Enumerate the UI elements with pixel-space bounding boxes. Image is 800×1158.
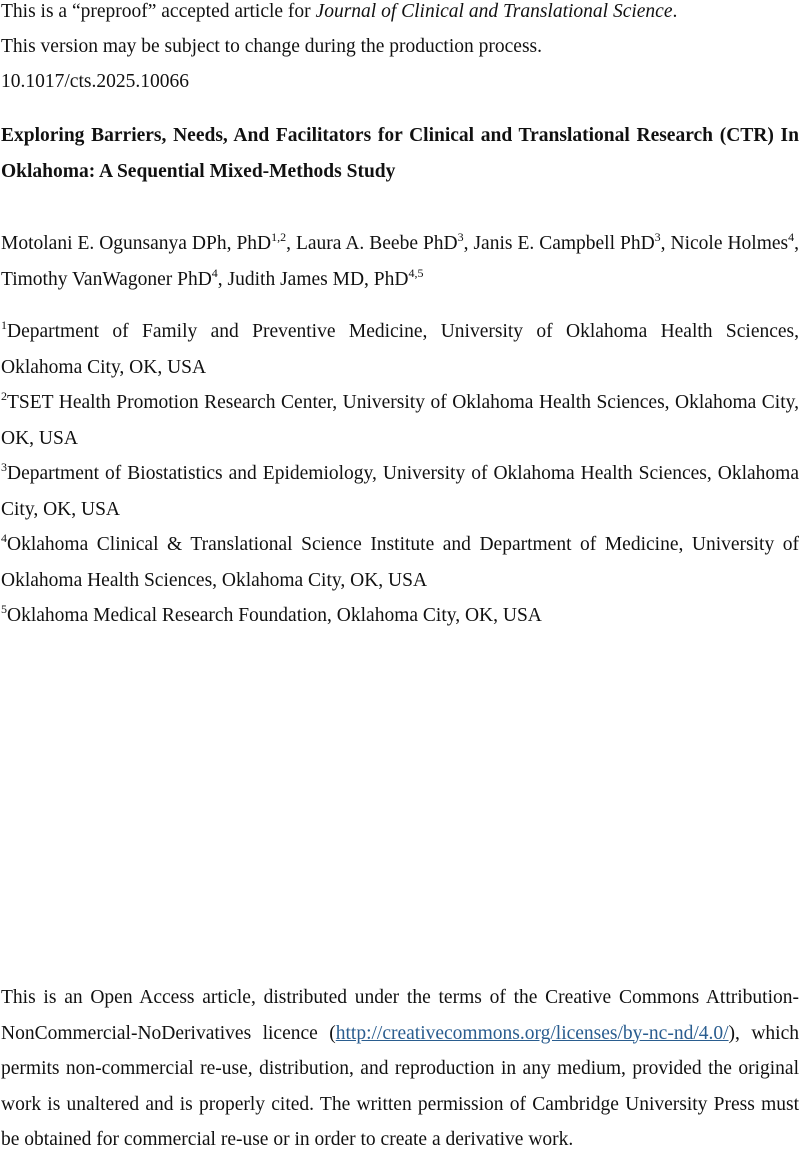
affiliation: $^2$TSET Health Promotion Research Center, University of Oklahoma Health Sciences, Oklahoma City, OK, USA xyxy=(1,389,799,449)
article-title: Exploring Barriers, Needs, And Facilitators for Clinical and Translational Research (CTR) In Oklahoma: A Sequential Mixed-Methods Study xyxy=(1,125,799,182)
affiliation: $^1$Department of Family and Preventive Medicine, University of Oklahoma Health Sciences, Oklahoma City, OK, USA xyxy=(1,318,799,378)
doi: 10.1017/cts.2025.10066 xyxy=(1,71,189,92)
license-link[interactable]: http://creativecommons.org/licenses/by-nc-nd/4.0/ xyxy=(335,1022,729,1044)
affiliation: $^5$Oklahoma Medical Research Foundation, Oklahoma City, OK, USA xyxy=(1,602,542,626)
preproof-prefix: This is a “preproof” accepted article for xyxy=(1,1,316,22)
preproof-suffix: . xyxy=(672,1,678,22)
author: Judith James MD, PhD$^{4,5}$ xyxy=(227,265,424,290)
journal-name: Journal of Clinical and Translational Science xyxy=(315,1,673,22)
production-notice: This version may be subject to change during the production process. xyxy=(1,36,542,57)
author: Laura A. Beebe PhD$^3$, xyxy=(295,230,474,254)
author: Motolani E. Ogunsanya DPh, PhD$^{1,2}$, xyxy=(1,230,296,254)
author: Nicole Holmes$^4$, xyxy=(670,230,799,254)
preproof-notice xyxy=(1,2,677,22)
affiliation: $^3$Department of Biostatistics and Epidemiology, University of Oklahoma Health Sciences, Oklahoma City, OK, USA xyxy=(1,460,799,520)
author-list xyxy=(1,226,799,297)
affiliation: $^4$Oklahoma Clinical & Translational Science Institute and Department of Medicine, University of Oklahoma Health Sciences, Oklahoma City, OK, USA xyxy=(1,531,799,591)
author: Timothy VanWagoner PhD$^4$, xyxy=(1,265,228,290)
author: Janis E. Campbell PhD$^3$, xyxy=(473,230,671,254)
license-statement: This is an Open Access article, distributed under the terms of the Creative Commons Attribution-NonCommercial-NoDerivatives licence (http://creativecommons.org/licenses/by-nc-nd/4.0/), which permits non-commercial re-use, distribution, and reproduction in any medium, provided the original work is unaltered and is properly cited. The written permission of Cambridge University Press must be obtained for commercial re-use or in order to create a derivative work. xyxy=(1,987,799,1150)
